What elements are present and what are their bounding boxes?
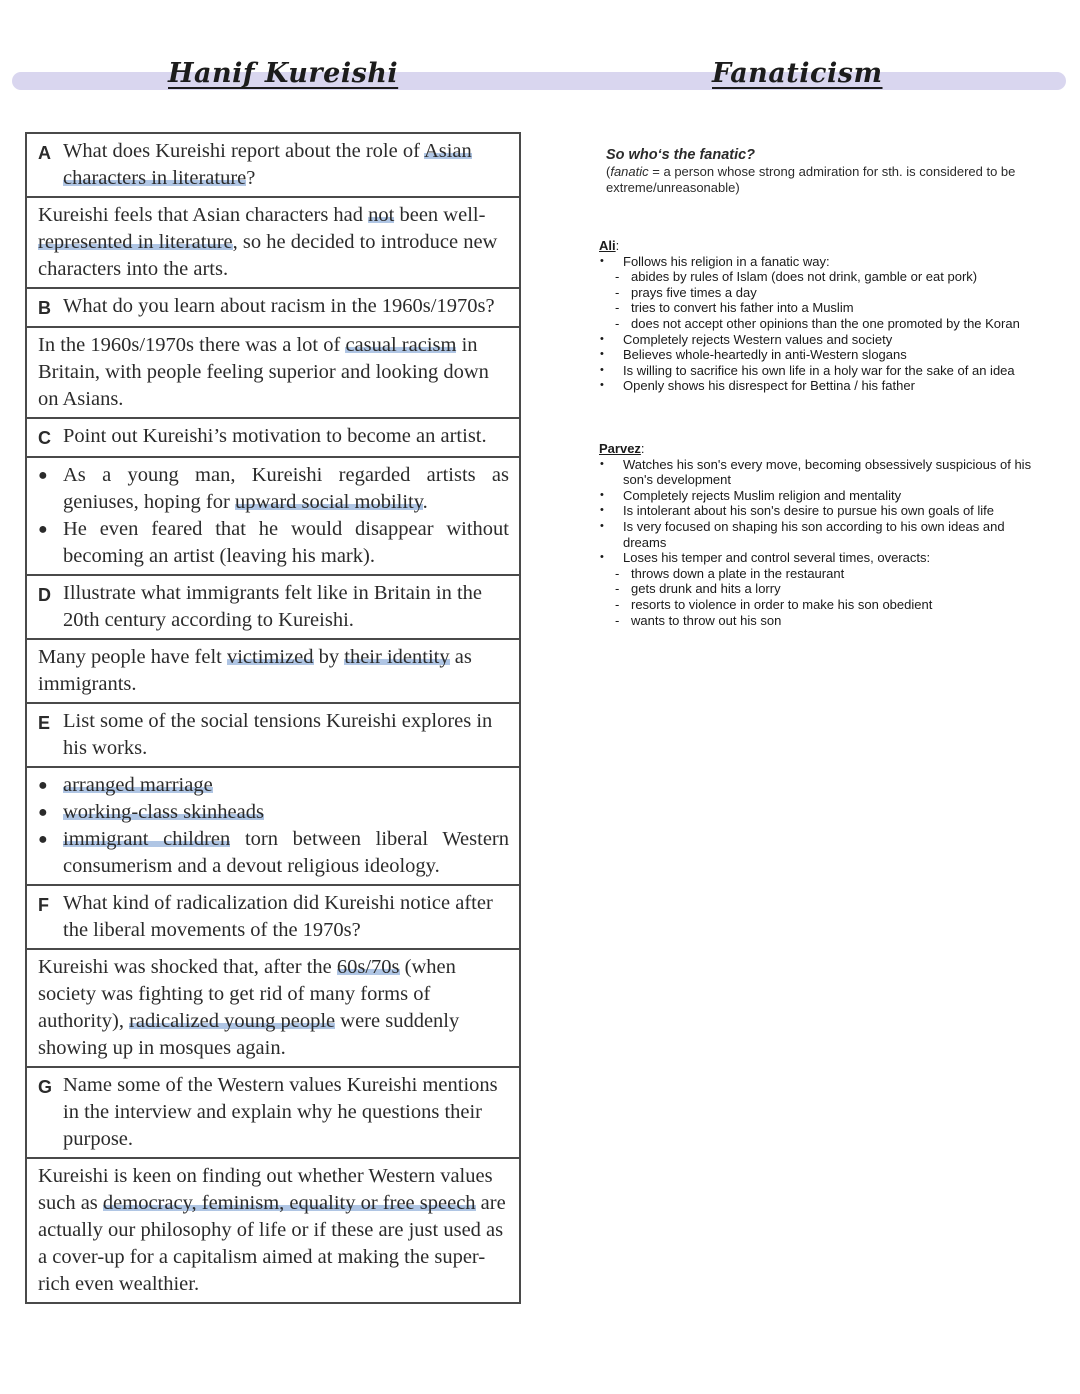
answer-row [26, 197, 520, 288]
question-letter: D [38, 585, 51, 605]
question-answer-table [25, 132, 521, 1304]
answer-bullet-list [38, 462, 509, 570]
list-item: ● working-class skinheads [38, 801, 264, 823]
list-item: • Completely rejects Western values and society [600, 331, 893, 347]
ali-heading: Ali [599, 238, 616, 253]
answer-row [26, 949, 520, 1067]
list-item: ● As a young man, Kureishi regarded artists as geniuses, hoping for upward social mobility. [38, 464, 509, 513]
question-letter: C [38, 428, 51, 448]
list-subitem: - abides by rules of Islam (does not drink, gamble or eat pork) [615, 269, 978, 285]
list-item: • Is willing to sacrifice his own life in a holy war for the sake of an idea [600, 362, 1015, 378]
list-subitem: - tries to convert his father into a Muslim [615, 300, 854, 316]
answer-row [26, 327, 520, 418]
answer-row [26, 767, 520, 885]
answer-row [26, 1158, 520, 1303]
answer-text: In the 1960s/1970s there was a lot of casual racism in Britain, with people feeling superior and looking down on Asians. [38, 334, 489, 410]
list-subitem: - wants to throw out his son [615, 612, 782, 628]
question-row [26, 885, 520, 949]
list-item: • Is very focused on shaping his son according to his own ideas and dreams [600, 518, 1005, 550]
question-letter: E [38, 713, 51, 733]
parvez-section: Parvez: • Watches his son's every move, becoming obsessively suspicious of his son's development • Completely rejects Muslim religion and mentality • Is intolerant about his son's desire to pursue his own goals of life • Is very focused on shaping his son according to his own ideas and dreams • Loses his temper and control several times, overacts: - throws down a plate in the restaurant - gets drunk and hits a lorry - resorts to violence in order to make his son obedient - wants to throw out his son [599, 441, 1039, 628]
list-item: • Completely rejects Muslim religion and mentality [600, 487, 902, 503]
question-row [26, 133, 520, 197]
question-text: List some of the social tensions Kureishi explores in his works. [63, 710, 493, 759]
question-letter: F [38, 895, 49, 915]
answer-bullet-list [38, 772, 509, 880]
list-subitem: - resorts to violence in order to make his son obedient [615, 596, 933, 612]
ali-section: Ali: • Follows his religion in a fanatic way: - abides by rules of Islam (does not drink, gamble or eat pork) - prays five times a day - tries to convert his father into a Muslim - does not accept other opinions than the one promoted by the Koran • Completely rejects Western values and society • Believes whole-heartedly in anti-Western slogans • Is willing to sacrifice his own life in a holy war for the sake of an idea • Openly shows his disrespect for Bettina / his father [599, 238, 1039, 394]
fanatic-definition: (fanatic = a person whose strong admiration for sth. is considered to be extreme/unreasonable) [606, 164, 1016, 195]
question-row [26, 575, 520, 639]
answer-text: Many people have felt victimized by their identity as immigrants. [38, 646, 472, 695]
question-letter: G [38, 1077, 53, 1097]
list-item: ● immigrant children torn between liberal Western consumerism and a devout religious ideology. [38, 828, 509, 877]
list-item: • Follows his religion in a fanatic way: [600, 253, 830, 269]
question-text: What does Kureishi report about the role of Asian characters in literature? [63, 140, 472, 189]
question-letter: A [38, 143, 51, 163]
right-page-title: Fanaticism [712, 58, 883, 89]
list-item: • Believes whole-heartedly in anti-Western slogans [600, 347, 907, 363]
fanatic-definition-block [606, 146, 1026, 196]
answer-text: Kureishi was shocked that, after the 60s/70s (when society was fighting to get rid of many forms of authority), radicalized young people were suddenly showing up in mosques again. [38, 956, 460, 1059]
question-row [26, 1067, 520, 1158]
question-letter: B [38, 298, 51, 318]
question-row [26, 288, 520, 327]
question-text: What do you learn about racism in the 1960s/1970s? [63, 295, 495, 317]
answer-row [26, 457, 520, 575]
left-page-title: Hanif Kureishi [168, 58, 399, 89]
question-row [26, 418, 520, 457]
answer-text: Kureishi feels that Asian characters had not been well-represented in literature, so he decided to introduce new characters into the arts. [38, 204, 498, 280]
fanatic-question: So who‘s the fanatic? [606, 147, 756, 163]
list-item: • Loses his temper and control several times, overacts: [600, 550, 931, 566]
parvez-heading: Parvez [599, 441, 641, 456]
question-text: What kind of radicalization did Kureishi notice after the liberal movements of the 1970s? [63, 892, 493, 941]
answer-row [26, 639, 520, 703]
list-item: ● arranged marriage [38, 774, 213, 796]
list-subitem: - gets drunk and hits a lorry [615, 581, 781, 597]
list-subitem: - prays five times a day [615, 284, 757, 300]
list-subitem: - does not accept other opinions than the one promoted by the Koran [615, 315, 1020, 331]
question-text: Point out Kureishi’s motivation to become an artist. [63, 425, 487, 447]
list-item: • Is intolerant about his son's desire to pursue his own goals of life [600, 503, 995, 519]
list-item: ● He even feared that he would disappear without becoming an artist (leaving his mark). [38, 518, 509, 567]
list-item: • Openly shows his disrespect for Bettina / his father [600, 378, 915, 394]
list-subitem: - throws down a plate in the restaurant [615, 565, 845, 581]
list-item: • Watches his son's every move, becoming obsessively suspicious of his son's development [600, 456, 1032, 488]
answer-text: Kureishi is keen on finding out whether Western values such as democracy, feminism, equality or free speech are actually our philosophy of life or if these are just used as a cover-up for a capitalism aimed at making the super-rich even wealthier. [38, 1165, 506, 1295]
question-text: Illustrate what immigrants felt like in Britain in the 20th century according to Kureishi. [63, 582, 483, 631]
question-text: Name some of the Western values Kureishi mentions in the interview and explain why he questions their purpose. [63, 1074, 498, 1150]
question-row [26, 703, 520, 767]
